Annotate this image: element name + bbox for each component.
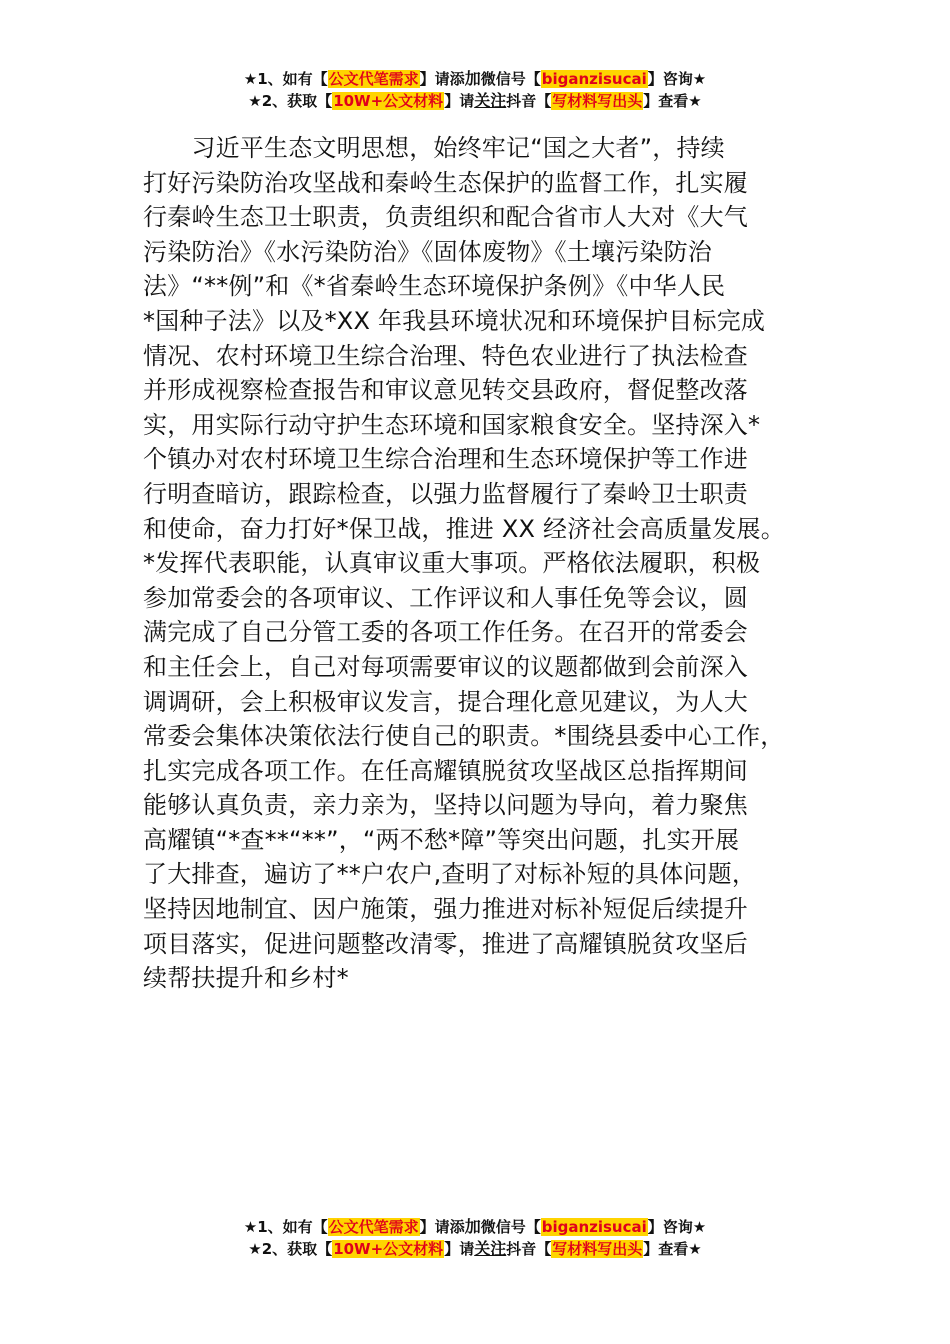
promo-text: ★1、如有【	[243, 1218, 328, 1236]
body-line: 法》“**例”和《*省秦岭生态环境保护条例》《中华人民	[143, 272, 726, 301]
body-line: *国种子法》以及*XX 年我县环境状况和环境保护目标完成	[143, 306, 766, 335]
promo-line-2	[0, 1238, 950, 1260]
body-line: 坚持因地制宜、因户施策，强力推进对标补短促后续提升	[143, 895, 748, 924]
body-line: 扎实完成各项工作。在任高耀镇脱贫攻坚战区总指挥期间	[143, 756, 748, 785]
body-line: 污染防治》《水污染防治》《固体废物》《土壤污染防治	[143, 237, 712, 266]
promo-text: 】咨询★	[647, 70, 707, 88]
promo-highlight: 公文代笔需求	[328, 1218, 419, 1236]
promo-text: 】请	[444, 1240, 475, 1258]
promo-text: 】请添	[419, 70, 465, 88]
body-line: 和主任会上，自己对每项需要审议的议题都做到会前深入	[143, 652, 748, 681]
promo-line-2	[0, 90, 950, 112]
body-line: 参加常委会的各项审议、工作评议和人事任免等会议，圆	[143, 583, 748, 612]
promo-text: 关注	[474, 1239, 507, 1258]
promo-line-1	[0, 1216, 950, 1238]
promo-highlight: 公文代笔需求	[328, 70, 419, 88]
promo-text: 抖音【	[506, 92, 552, 110]
promo-text: 微信号【	[480, 1218, 541, 1236]
promo-text: 】请	[444, 92, 475, 110]
promo-text: 】查看★	[643, 92, 702, 110]
promo-highlight: 10W+公文材料	[333, 1240, 444, 1258]
body-line: 了大排查，遍访了**户农户,查明了对标补短的具体问题，	[143, 860, 757, 889]
promo-text: ★2、获取【	[248, 1240, 333, 1258]
promo-text: ★2、获取【	[248, 92, 333, 110]
promo-highlight: biganzisucai	[541, 1218, 647, 1236]
body-line: 行秦岭生态卫士职责，负责组织和配合省市人大对《大气	[143, 203, 748, 232]
body-line: 个镇办对农村环境卫生综合治理和生态环境保护等工作进	[143, 445, 748, 474]
promo-text: 关注	[474, 91, 507, 110]
promo-text: 加	[464, 69, 481, 88]
promo-text: 】请添	[419, 1218, 465, 1236]
body-line: 情况、农村环境卫生综合治理、特色农业进行了执法检查	[143, 341, 748, 370]
promo-line-1	[0, 68, 950, 90]
body-line: 常委会集体决策依法行使自己的职责。*围绕县委中心工作，	[143, 722, 785, 751]
promo-text: ★1、如有【	[243, 70, 328, 88]
body-line: 项目落实，促进问题整改清零，推进了高耀镇脱贫攻坚后	[143, 929, 748, 958]
body-line: 实，用实际行动守护生态环境和国家粮食安全。坚持深入*	[143, 410, 761, 439]
body-line: 能够认真负责，亲力亲为，坚持以问题为导向，着力聚焦	[143, 791, 748, 820]
promo-highlight: biganzisucai	[541, 70, 647, 88]
promo-text: 加	[464, 1217, 481, 1236]
document-body	[143, 131, 813, 996]
body-line: 续帮扶提升和乡村*	[143, 964, 349, 993]
body-line: 打好污染防治攻坚战和秦岭生态保护的监督工作，扎实履	[143, 168, 748, 197]
body-line: 并形成视察检查报告和审议意见转交县政府，督促整改落	[143, 376, 748, 405]
body-line: 调调研，会上积极审议发言，提合理化意见建议，为人大	[143, 687, 748, 716]
body-line: 高耀镇“*查**“**”，“两不愁*障”等突出问题，扎实开展	[143, 825, 740, 854]
body-line: 习近平生态文明思想，始终牢记“国之大者”，持续	[143, 134, 725, 162]
promo-text: 】查看★	[643, 1240, 702, 1258]
body-line: *发挥代表职能，认真审议重大事项。严格依法履职，积极	[143, 549, 761, 578]
promo-text: 微信号【	[480, 70, 541, 88]
promo-highlight: 写材料写出头	[552, 1240, 643, 1258]
body-line: 满完成了自己分管工委的各项工作任务。在召开的常委会	[143, 618, 748, 647]
promo-highlight: 写材料写出头	[552, 92, 643, 110]
promo-text: 抖音【	[506, 1240, 552, 1258]
header-promo	[0, 68, 950, 112]
promo-text: 】咨询★	[647, 1218, 707, 1236]
promo-highlight: 10W+公文材料	[333, 92, 444, 110]
footer-promo	[0, 1216, 950, 1260]
body-line: 和使命，奋力打好*保卫战，推进 XX 经济社会高质量发展。	[143, 514, 785, 543]
body-line: 行明查暗访，跟踪检查，以强力监督履行了秦岭卫士职责	[143, 479, 748, 508]
